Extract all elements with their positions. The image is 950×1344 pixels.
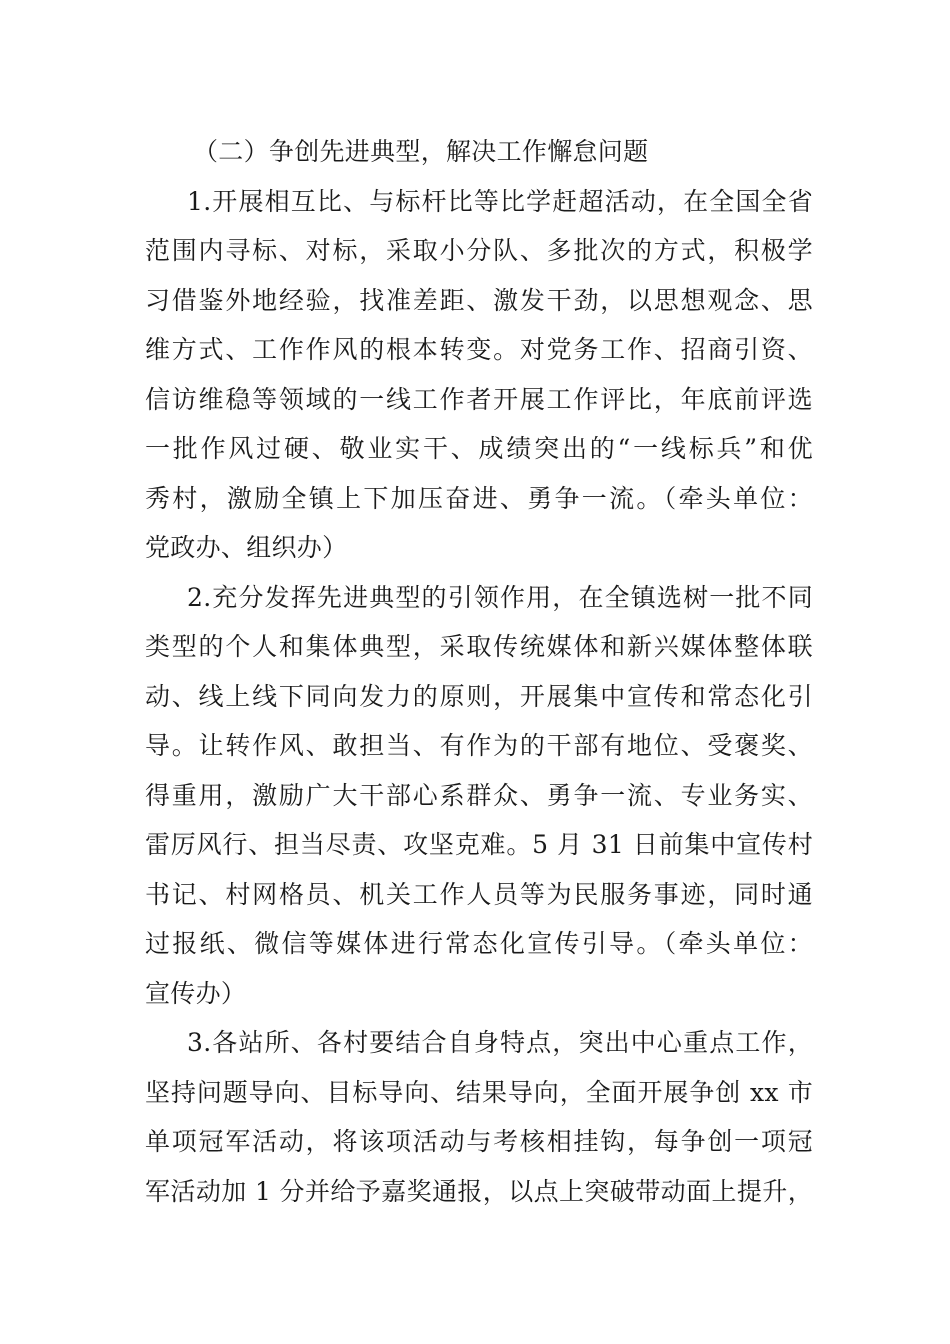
paragraph-line: 坚持问题导向、目标导向、结果导向，全面开展争创 xx 市 — [145, 1077, 813, 1107]
document-body — [145, 127, 813, 1216]
paragraph-line: 得重用，激励广大干部心系群众、勇争一流、专业务实、 — [145, 780, 813, 810]
paragraph-line: 军活动加 1 分并给予嘉奖通报，以点上突破带动面上提升， — [145, 1176, 813, 1206]
paragraph-line: 习借鉴外地经验，找准差距、激发干劲，以思想观念、思 — [145, 285, 813, 315]
paragraph-line: 2.充分发挥先进典型的引领作用，在全镇选树一批不同 — [187, 582, 813, 612]
paragraph-line: 维方式、工作作风的根本转变。对党务工作、招商引资、 — [145, 335, 813, 364]
paragraph-line: 范围内寻标、对标，采取小分队、多批次的方式，积极学 — [145, 236, 813, 265]
paragraph-1 — [145, 177, 813, 573]
paragraph-3 — [145, 1018, 813, 1216]
section-heading: （二）争创先进典型，解决工作懈怠问题 — [193, 137, 649, 166]
paragraph-line: 过报纸、微信等媒体进行常态化宣传引导。（牵头单位： — [145, 929, 813, 958]
paragraph-line: 一批作风过硬、敬业实干、成绩突出的“一线标兵”和优 — [145, 434, 813, 463]
paragraph-line: 单项冠军活动，将该项活动与考核相挂钩，每争创一项冠 — [145, 1127, 813, 1156]
paragraph-line: 3.各站所、各村要结合自身特点，突出中心重点工作， — [187, 1028, 813, 1057]
paragraph-line: 信访维稳等领域的一线工作者开展工作评比，年底前评选 — [145, 384, 813, 414]
paragraph-line: 类型的个人和集体典型，采取传统媒体和新兴媒体整体联 — [145, 632, 813, 661]
paragraph-line: 1.开展相互比、与标杆比等比学赶超活动，在全国全省 — [187, 186, 813, 216]
paragraph-line: 书记、村网格员、机关工作人员等为民服务事迹，同时通 — [145, 879, 813, 909]
paragraph-line: 党政办、组织办） — [145, 533, 348, 562]
paragraph-line: 雷厉风行、担当尽责、攻坚克难。5 月 31 日前集中宣传村 — [145, 830, 813, 859]
paragraph-2 — [145, 573, 813, 1019]
paragraph-line: 秀村，激励全镇上下加压奋进、勇争一流。（牵头单位： — [145, 483, 813, 513]
paragraph-line: 宣传办） — [145, 978, 247, 1008]
paragraph-line: 动、线上线下同向发力的原则，开展集中宣传和常态化引 — [145, 681, 813, 711]
paragraph-line: 导。让转作风、敢担当、有作为的干部有地位、受褒奖、 — [145, 731, 813, 760]
